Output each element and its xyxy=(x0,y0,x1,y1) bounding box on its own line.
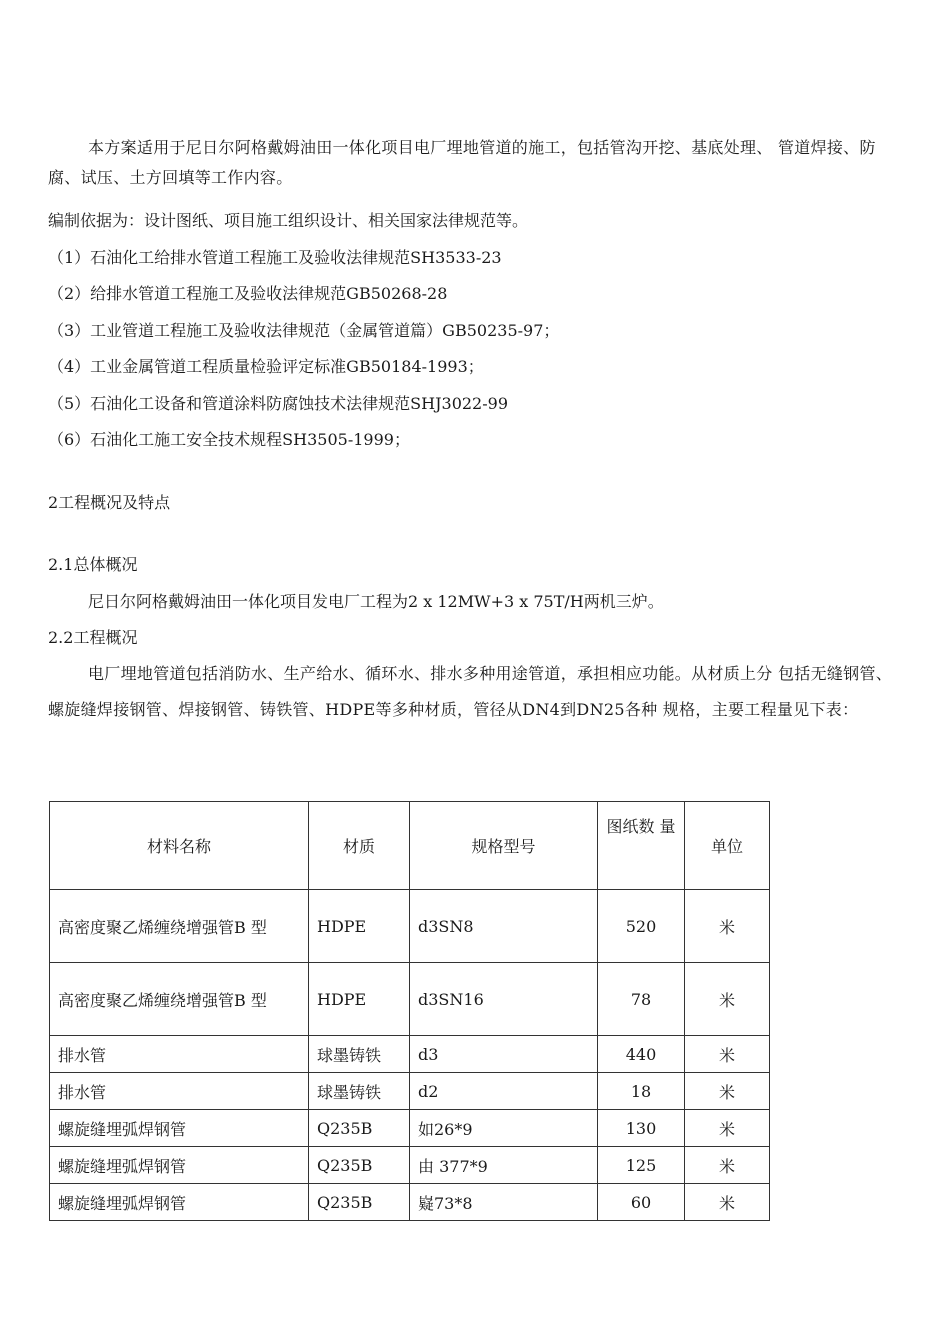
cell-material: HDPE xyxy=(309,890,410,963)
standard-item: （3）工业管道工程施工及验收法律规范（金属管道篇）GB50235-97； xyxy=(48,321,560,340)
cell-spec: d3SN16 xyxy=(410,963,598,1036)
table-row xyxy=(50,1147,770,1184)
scope-paragraph: 本方案适用于尼日尔阿格戴姆油田一体化项目电厂埋地管道的施工，包括管沟开挖、基底处理、 管道焊接、防腐、试压、土方回填等工作内容。 xyxy=(48,138,876,187)
cell-material: Q235B xyxy=(309,1147,410,1184)
standard-item: （1）石油化工给排水管道工程施工及验收法律规范SH3533-23 xyxy=(48,248,502,267)
cell-quantity: 130 xyxy=(598,1110,685,1147)
table-row xyxy=(50,1036,770,1073)
standard-item: （4）工业金属管道工程质量检验评定标准GB50184-1993； xyxy=(48,357,484,376)
cell-name: 高密度聚乙烯缠绕增强管B 型 xyxy=(50,963,309,1036)
quantity-table xyxy=(49,801,770,1221)
cell-material: Q235B xyxy=(309,1110,410,1147)
cell-name: 排水管 xyxy=(50,1036,309,1073)
table-header-row xyxy=(50,802,770,890)
table-row xyxy=(50,1110,770,1147)
project-paragraph: 电厂埋地管道包括消防水、生产给水、循环水、排水多种用途管道，承担相应功能。从材质上分 包括无缝钢管、螺旋缝焊接钢管、焊接钢管、铸铁管、HDPE等多种材质，管径从DN4到DN25各种 规格，主要工程量见下表： xyxy=(48,664,893,719)
cell-spec: d2 xyxy=(410,1073,598,1110)
cell-name: 螺旋缝埋弧焊钢管 xyxy=(50,1147,309,1184)
cell-name: 螺旋缝埋弧焊钢管 xyxy=(50,1110,309,1147)
subsection-heading: 2.1总体概况 xyxy=(48,555,138,574)
cell-spec: 嶷73*8 xyxy=(410,1184,598,1221)
table-row xyxy=(50,1184,770,1221)
cell-spec: 如26*9 xyxy=(410,1110,598,1147)
cell-name: 排水管 xyxy=(50,1073,309,1110)
cell-unit: 米 xyxy=(685,1147,770,1184)
standard-item: （2）给排水管道工程施工及验收法律规范GB50268-28 xyxy=(48,284,448,303)
table-row xyxy=(50,1073,770,1110)
subsection-heading: 2.2工程概况 xyxy=(48,628,138,647)
cell-name: 螺旋缝埋弧焊钢管 xyxy=(50,1184,309,1221)
cell-quantity: 440 xyxy=(598,1036,685,1073)
cell-material: Q235B xyxy=(309,1184,410,1221)
standard-item: （5）石油化工设备和管道涂料防腐蚀技术法律规范SHJ3022-99 xyxy=(48,394,508,413)
col-header-name: 材料名称 xyxy=(50,802,309,890)
cell-unit: 米 xyxy=(685,963,770,1036)
cell-spec: d3SN8 xyxy=(410,890,598,963)
cell-spec: 由 377*9 xyxy=(410,1147,598,1184)
cell-spec: d3 xyxy=(410,1036,598,1073)
cell-quantity: 18 xyxy=(598,1073,685,1110)
overview-paragraph: 尼日尔阿格戴姆油田一体化项目发电厂工程为2 x 12MW+3 x 75T/H两机三炉。 xyxy=(88,592,664,611)
cell-material: 球墨铸铁 xyxy=(309,1073,410,1110)
basis-paragraph: 编制依据为：设计图纸、项目施工组织设计、相关国家法律规范等。 xyxy=(48,211,529,230)
cell-unit: 米 xyxy=(685,1184,770,1221)
cell-unit: 米 xyxy=(685,1073,770,1110)
table-row xyxy=(50,890,770,963)
col-header-material: 材质 xyxy=(309,802,410,890)
col-header-unit: 单位 xyxy=(685,802,770,890)
table-row xyxy=(50,963,770,1036)
cell-quantity: 60 xyxy=(598,1184,685,1221)
cell-material: 球墨铸铁 xyxy=(309,1036,410,1073)
cell-unit: 米 xyxy=(685,1036,770,1073)
section-heading: 2工程概况及特点 xyxy=(48,493,171,512)
standard-item: （6）石油化工施工安全技术规程SH3505-1999； xyxy=(48,430,410,449)
cell-unit: 米 xyxy=(685,890,770,963)
cell-quantity: 125 xyxy=(598,1147,685,1184)
cell-unit: 米 xyxy=(685,1110,770,1147)
col-header-spec: 规格型号 xyxy=(410,802,598,890)
col-header-quantity: 图纸数 量 xyxy=(598,802,685,890)
cell-quantity: 78 xyxy=(598,963,685,1036)
cell-material: HDPE xyxy=(309,963,410,1036)
cell-quantity: 520 xyxy=(598,890,685,963)
cell-name: 高密度聚乙烯缠绕增强管B 型 xyxy=(50,890,309,963)
